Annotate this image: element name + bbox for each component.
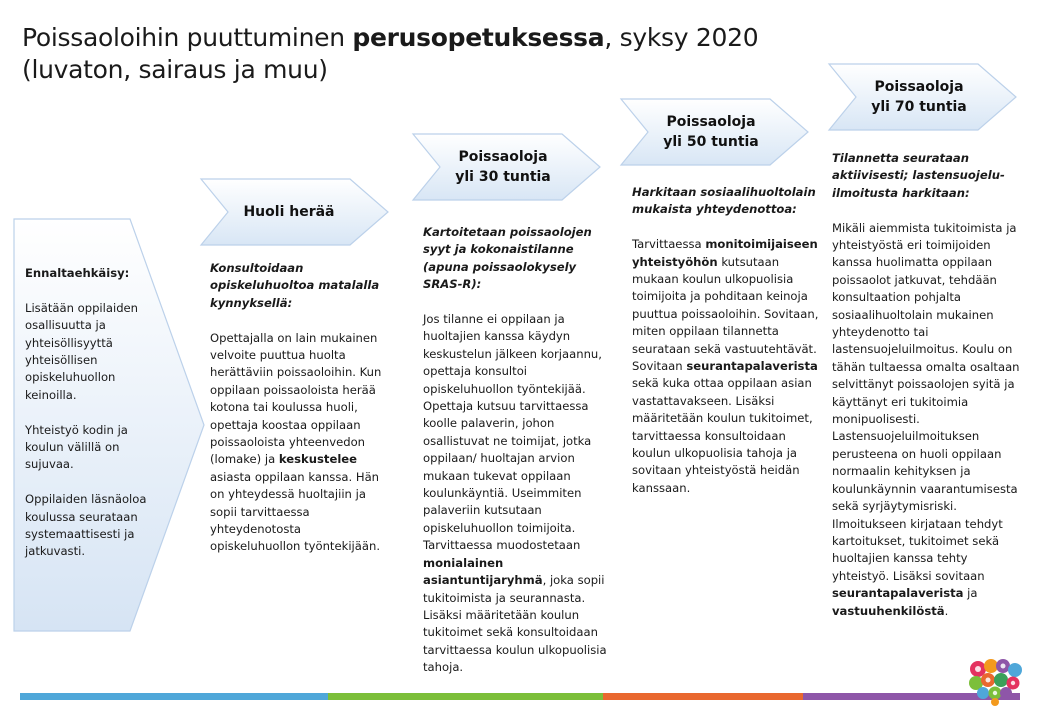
step-label-line-2: yli 50 tuntia	[663, 134, 759, 150]
page-title	[22, 22, 758, 86]
column-body	[632, 236, 822, 497]
step-chevron-70h	[826, 61, 1021, 133]
prevention-text	[25, 265, 153, 578]
bottom-color-bar	[20, 693, 1020, 700]
body-bold-text: monitoimijaiseen yhteistyöhön	[632, 237, 818, 269]
column-heading: Kartoitetaan poissaolojen syyt ja kokonaistilanne (apuna poissaolokysely SRAS-R):	[423, 225, 592, 292]
body-bold-text: seurantapalaverista	[832, 586, 964, 601]
column-heading: Harkitaan sosiaalihuoltolain mukaista yhteydenottoa:	[632, 185, 816, 217]
body-bold-text: seurantapalaverista	[686, 359, 818, 374]
step-chevron-30h	[410, 131, 605, 203]
column-heading: Konsultoidaan opiskeluhuoltoa matalalla kynnyksellä:	[210, 261, 380, 310]
step-label-text: Huoli herää	[243, 204, 335, 220]
bar-segment-green	[328, 693, 603, 700]
step-label-line-2: yli 70 tuntia	[871, 99, 967, 115]
title-line-2: (luvaton, sairaus ja muu)	[22, 55, 328, 84]
title-line-1	[22, 22, 758, 54]
bar-segment-orange	[603, 693, 803, 700]
step-label	[438, 134, 568, 200]
body-text: .	[944, 603, 949, 618]
column-body	[210, 330, 395, 556]
step-label-line-1: Poissaoloja	[666, 114, 756, 130]
column-heading: Tilannetta seurataan aktiivisesti; lastensuojelu-ilmoitusta harkitaan:	[832, 151, 1005, 200]
prevention-paragraph: Lisätään oppilaiden osallisuutta ja yhteisöllisyyttä yhteisöllisen opiskeluhuollon keinoilla.	[25, 300, 139, 402]
step-label-line-1: Poissaoloja	[874, 79, 964, 95]
body-text: ja	[963, 586, 978, 601]
step-label	[854, 64, 984, 130]
body-text: Mikäli aiemmista tukitoimista ja yhteistyöstä eri toimijoiden kanssa huolimatta oppilaan poissaolot jatkuvat, tehdään konsultaation pohjalta sosiaalihuoltolain mukainen yhteydenotto tai lastensuojeluilmoitus. Koulu on tähän tultaessa omalta osaltaan selvittänyt poissaolojen syitä ja käyttänyt eri tukitoimia monipuolisesti. Lastensuojeluilmoituksen perusteena on huoli oppilaan normaalin kehityksen ja koulunkäynnin vaarantumisesta sekä syrjäytymisriski. Ilmoitukseen kirjataan tehdyt kartoitukset, tukitoimet sekä huoltajien kanssa tehty yhteistyö. Lisäksi sovitaan	[832, 220, 1020, 583]
column-50h	[632, 184, 822, 515]
body-bold-text: keskustelee	[278, 452, 358, 467]
column-huoli-heraa	[210, 260, 395, 573]
body-text: kutsutaan mukaan koulun ulkopuolisia toimijoita ja pohditaan keinoja puuttua poissaoloihin. Sovitaan, miten oppilaan tilannetta seurataan sekä vastuutehtävät. Sovitaan	[632, 254, 819, 374]
column-70h	[832, 150, 1024, 637]
column-30h	[423, 224, 618, 694]
body-text: , joka sopii tukitoimista ja seurannasta. Lisäksi määritetään koulun tukitoimet sekä konsultoidaan tarvittaessa koulun ulkopuolisia tahoja.	[423, 573, 607, 675]
column-body	[423, 311, 618, 677]
step-label	[228, 179, 350, 245]
heart-logo-icon	[966, 656, 1024, 706]
prevention-paragraph: Yhteistyö kodin ja koulun välillä on sujuvaa.	[25, 422, 128, 472]
body-text: Opettajalla on lain mukainen velvoite puuttua huolta herättäviin poissaoloihin. Kun oppilaan poissaoloista herää kotona tai koulussa huoli, opettaja koostaa oppilaan poissaoloista yhteenvedon (lomake) ja	[210, 330, 382, 467]
body-bold-text: monialainen asiantuntijaryhmä	[423, 555, 543, 588]
column-body	[832, 220, 1024, 620]
step-label	[646, 99, 776, 165]
title-text-end: , syksy 2020	[604, 23, 759, 52]
body-text: sekä kuka ottaa oppilaan asian vastattavakseen. Lisäksi määritetään koulun tukitoimet, tarvittaessa konsultoidaan koulun ulkopuolisia tahoja ja sovitaan yhteistyöstä heidän kanssaan.	[632, 376, 813, 495]
bar-segment-blue	[20, 693, 328, 700]
body-text: Jos tilanne ei oppilaan ja huoltajien kanssa käydyn keskustelun jälkeen korjaannu, opettaja konsultoi opiskeluhuollon työntekijää. Opettaja kutsuu tarvittaessa koolle palaverin, johon osallistuvat ne toimijat, jotka oppilaan/ huoltajan arvion mukaan tukevat oppilaan koulunkäyntiä. Useimmiten palaveriin kutsutaan opiskeluhuollon toimijoita. Tarvittaessa muodostetaan	[423, 312, 602, 553]
body-bold-text: vastuuhenkilöstä	[832, 603, 945, 618]
prevention-heading: Ennaltaehkäisy:	[25, 266, 130, 280]
step-chevron-50h	[618, 96, 813, 168]
body-text: asiasta oppilaan kanssa. Hän on yhteydessä huoltajiin ja sopii tarvittaessa yhteydenotosta opiskeluhuollon työntekijään.	[210, 469, 380, 554]
step-label-line-2: yli 30 tuntia	[455, 169, 551, 185]
title-bold-text: perusopetuksessa	[352, 23, 605, 52]
prevention-paragraph: Oppilaiden läsnäoloa koulussa seurataan systemaattisesti ja jatkuvasti.	[25, 492, 147, 559]
step-label-line-1: Poissaoloja	[458, 149, 548, 165]
body-text: Tarvittaessa	[632, 237, 706, 252]
step-chevron-huoli-heraa	[198, 176, 393, 248]
title-text: Poissaoloihin puuttuminen	[22, 23, 353, 52]
